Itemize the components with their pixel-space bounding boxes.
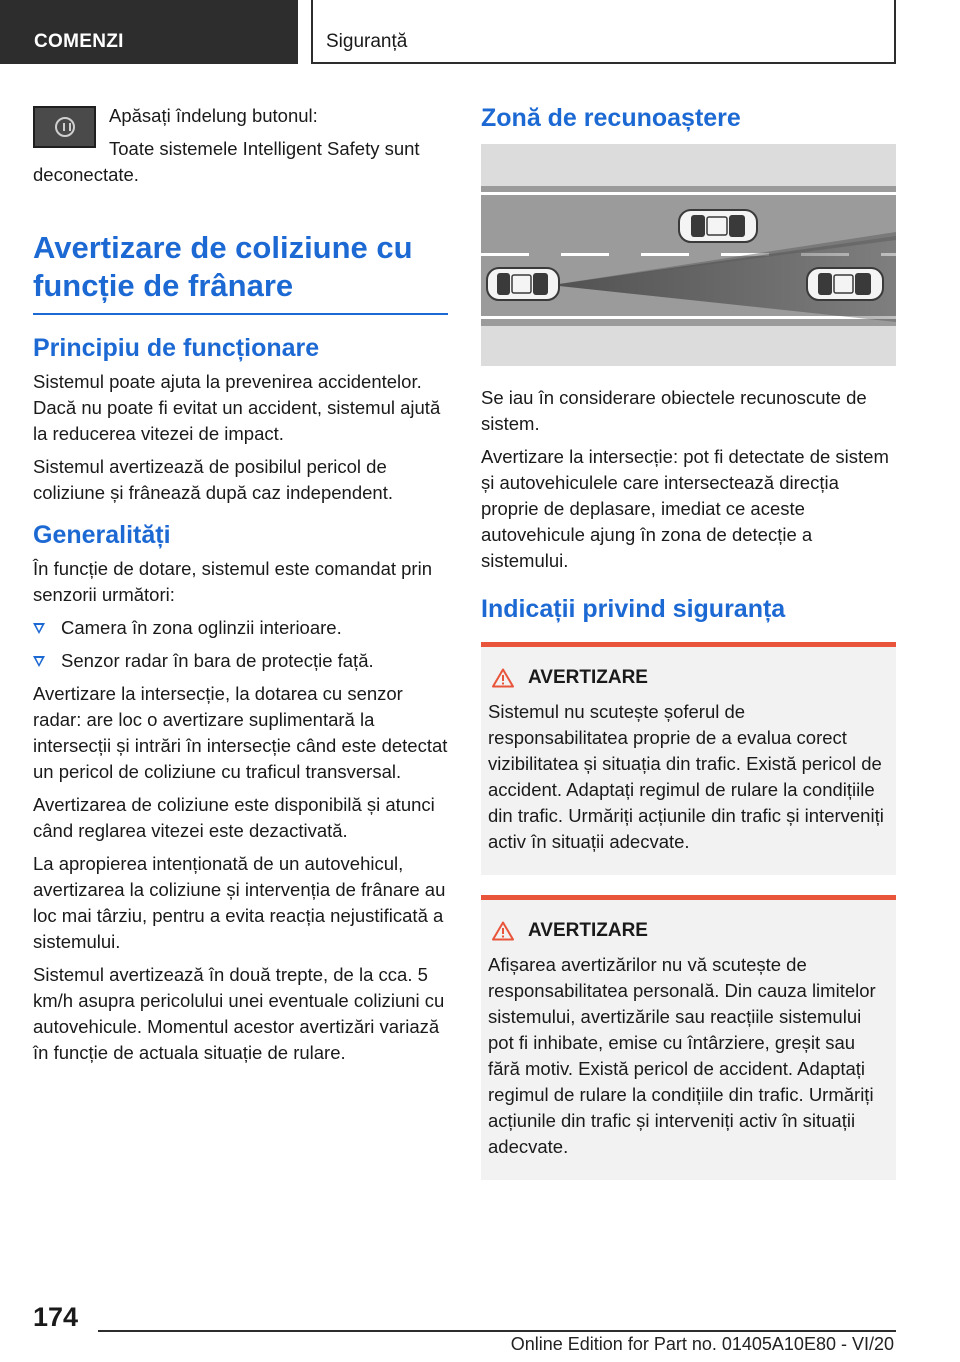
list-item [33,615,448,641]
general-paragraph-5: Sistemul avertizează în două trepte, de la cca. 5 km/h asupra pericolului unei eventuale coliziuni cu autovehicule. Momentul acestor avertizări variază în funcție de actuala situație de rulare. [33,964,445,1063]
principle-paragraph-2: Sistemul avertizează de posibilul pericol de coliziune și frânează după caz independent. [33,456,393,503]
page-number: 174 [33,1302,79,1332]
section-tab: COMENZI [0,0,298,64]
warning-title-row [492,665,889,691]
main-heading: Avertizare de coliziune cu funcție de frânare [33,229,448,315]
list-item-text: Camera în zona oglinzii interioare. [61,617,342,638]
warning-box [481,895,896,1180]
list-item-text: Senzor radar în bara de protecție față. [61,650,374,671]
warning-text: Afișarea avertizărilor nu vă scutește de responsabilitatea personală. Din cauza limitelor sistemului, avertizările sau reacțiile sistemului pot fi inhibate, emise cu întârziere, greșit sau fără motiv. Există pericol de accident. Adaptați regimul de rulare la condițiile din trafic. Urmăriți acțiunile din trafic și interveniți activ în situații adecvate. [488,954,876,1157]
right-column [481,103,896,1190]
safety-heading: Indicații privind siguranța [481,595,786,623]
warning-title: AVERTIZARE [528,920,648,941]
button-result: Toate sistemele Intelligent Safety sunt deconectate. [33,138,420,185]
principle-paragraph-1: Sistemul poate ajuta la prevenirea accidentelor. Dacă nu poate fi evitat un accident, sistemul ajută la reducerea vitezei de impact. [33,371,441,444]
warning-triangle-icon [492,921,514,941]
road-diagram-image [481,144,896,366]
general-paragraph-2: Avertizare la intersecție, la dotarea cu senzor radar: are loc o avertizare suplimentară la intersecții și intrări în intersecție când este detectat un pericol de coliziune cu traficul transversal. [33,683,448,782]
detection-paragraph-1: Se iau în considerare obiectele recunoscute de sistem. [481,387,867,434]
edition-footer: Online Edition for Part no. 01405A10E80 - VI/20 [510,1334,894,1354]
left-column [33,103,448,1073]
warning-triangle-icon [492,668,514,688]
warning-title-row [492,918,889,944]
general-paragraph-4: La apropierea intenționată de un autovehicul, avertizarea la coliziune și intervenția de frânare au loc mai târziu, pentru a evita reacția nejustificată a sistemului. [33,853,446,952]
bullet-triangle-icon [33,656,45,667]
warning-text: Sistemul nu scutește șoferul de responsabilitatea proprie de a evalua corect vizibilitatea și situația din trafic. Există pericol de accident. Adaptați regimul de rulare la condițiile din trafic. Urmăriți acțiunile din trafic și interveniți activ în situații adecvate. [488,701,884,852]
intelligent-safety-button-icon [33,106,96,148]
detection-heading: Zonă de recunoaștere [481,104,741,132]
general-paragraph-1: În funcție de dotare, sistemul este comandat prin senzorii următori: [33,558,432,605]
detection-zone-illustration [481,144,896,366]
principle-heading: Principiu de funcționare [33,334,320,362]
general-heading: Generalități [33,521,171,549]
chapter-title: Siguranță [311,0,896,64]
warning-box [481,642,896,875]
bullet-triangle-icon [33,623,45,634]
warning-title: AVERTIZARE [528,667,648,688]
general-paragraph-3: Avertizarea de coliziune este disponibilă și atunci când reglarea vitezei este dezactivată. [33,794,435,841]
list-item [33,648,448,674]
detection-paragraph-2: Avertizare la intersecție: pot fi detectate de sistem și autovehiculele care intersectează direcția proprie de deplasare, imediat ce aceste autovehicule ajung în zona de detecție a sistemului. [481,446,889,571]
footer-divider [98,1330,896,1332]
button-intro: Apăsați îndelung butonul: [109,105,318,126]
